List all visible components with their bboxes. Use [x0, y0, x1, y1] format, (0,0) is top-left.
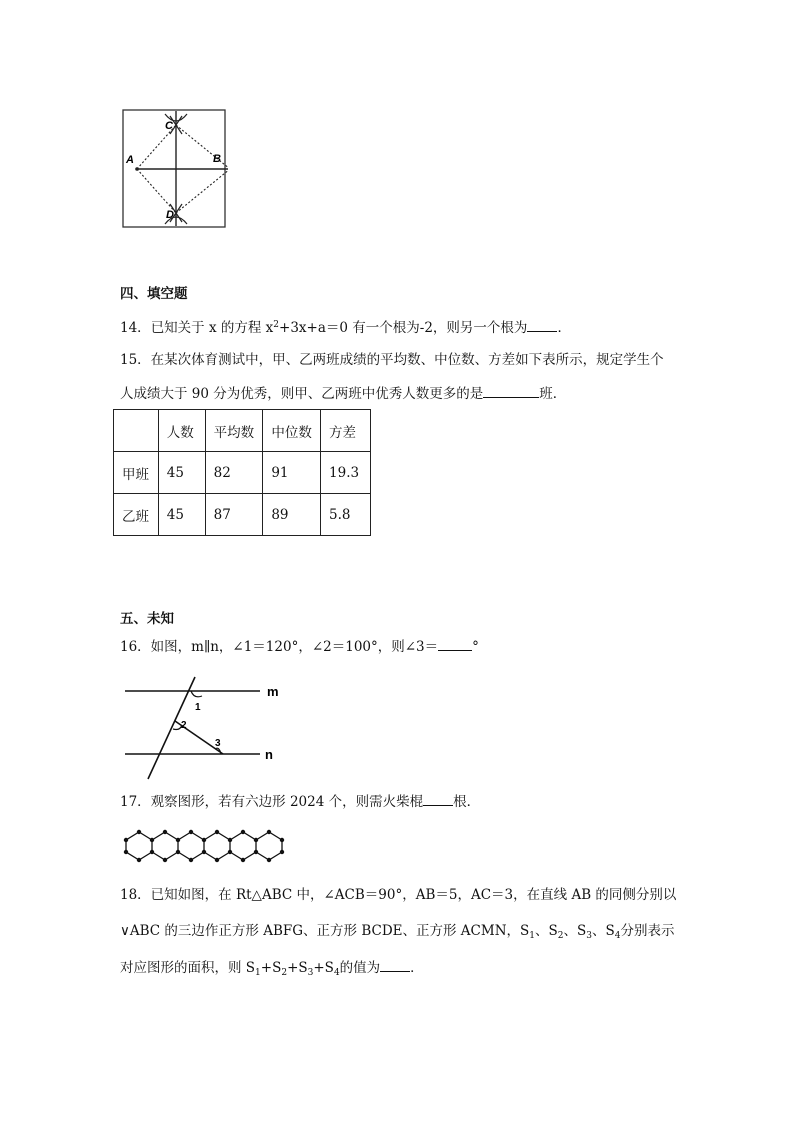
q14-number: 14． — [120, 320, 151, 336]
table-cell: 19.3 — [321, 452, 371, 494]
label-n: n — [265, 747, 273, 762]
section-5-heading: 五、未知 — [120, 611, 174, 627]
plus-s3: +S — [287, 960, 308, 976]
matchstick-joint — [189, 858, 193, 862]
matchstick-joint — [254, 838, 258, 842]
matchstick-joint — [241, 830, 245, 834]
s1-subscript: 1 — [529, 931, 535, 941]
q18-line-2-before: ∨ABC 的三边作正方形 ABFG、正方形 BCDE、正方形 ACMN，S — [120, 923, 530, 939]
question-17 — [120, 791, 480, 812]
label-d: D — [166, 209, 174, 221]
plus-s4: +S — [313, 960, 334, 976]
matchstick-joint — [176, 838, 180, 842]
label-a: A — [126, 154, 134, 166]
matchstick-joint — [280, 850, 284, 854]
q15-line-2-after: 班． — [539, 386, 567, 402]
scores-table — [113, 409, 371, 536]
q15-answer-blank[interactable] — [483, 383, 539, 398]
s2-subscript: 2 — [557, 931, 564, 941]
sum-s2-subscript: 2 — [281, 968, 288, 978]
q18-sep-3: 、S — [591, 923, 615, 939]
table-cell: 87 — [205, 494, 263, 536]
label-m: m — [267, 684, 279, 699]
label-b: B — [213, 153, 221, 165]
matchstick-joint — [241, 858, 245, 862]
hexagon-chain-lines — [126, 832, 282, 860]
table-cell: 乙班 — [114, 494, 159, 536]
section-4-heading: 四、填空题 — [120, 286, 188, 302]
q18-line-3 — [120, 957, 424, 983]
q16-text-before: 16．如图，m∥n，∠1＝120°，∠2＝100°，则∠3＝ — [120, 639, 439, 655]
hexagon-chain-figure — [120, 826, 290, 866]
matchstick-joint — [228, 838, 232, 842]
table-cell: 45 — [158, 494, 205, 536]
matchstick-joint — [137, 830, 141, 834]
table-cell: 甲班 — [114, 452, 159, 494]
table-header-cell: 平均数 — [205, 410, 263, 452]
question-16 — [120, 636, 479, 657]
matchstick-joint — [267, 858, 271, 862]
plus-s2: +S — [260, 960, 282, 976]
matchstick-joint — [189, 830, 193, 834]
table-header-cell — [114, 410, 159, 452]
q14-answer-blank[interactable] — [527, 317, 557, 332]
parallel-lines-figure — [120, 675, 290, 783]
q18-sep-1: 、S — [535, 923, 558, 939]
matchstick-joint — [215, 858, 219, 862]
sum-s1-subscript: 1 — [255, 968, 261, 978]
q18-line-2 — [120, 921, 674, 946]
q18-line-3-before: 对应图形的面积，则 S — [120, 960, 256, 976]
q15-line-2-before: 人成绩大于 90 分为优秀，则甲、乙两班中优秀人数更多的是 — [120, 386, 484, 402]
q15-line-2 — [120, 383, 566, 404]
matchstick-joint — [150, 838, 154, 842]
q18-answer-blank[interactable] — [380, 957, 410, 972]
matchstick-joint — [124, 838, 128, 842]
s3-subscript: 3 — [586, 931, 592, 941]
table-row — [114, 452, 371, 494]
matchstick-joint — [215, 830, 219, 834]
table-header-row — [114, 410, 371, 452]
table-row — [114, 494, 371, 536]
angle-label-3: 3 — [215, 738, 221, 749]
s4-subscript: 4 — [614, 931, 621, 941]
q17-answer-blank[interactable] — [423, 791, 453, 806]
matchstick-joint — [150, 850, 154, 854]
q15-line-1: 15．在某次体育测试中，甲、乙两班成绩的平均数、中位数、方差如下表所示，规定学生个 — [120, 352, 664, 368]
sum-s3-subscript: 3 — [307, 968, 314, 978]
q18-sep-2: 、S — [563, 923, 587, 939]
question-14 — [120, 315, 571, 338]
matchstick-joint — [228, 850, 232, 854]
sum-s4-subscript: 4 — [333, 968, 340, 978]
table-cell: 5.8 — [321, 494, 371, 536]
matchstick-joint — [137, 858, 141, 862]
angle-label-2: 2 — [181, 720, 187, 731]
q14-text-before: 已知关于 x 的方程 x — [150, 320, 274, 336]
table-header-cell: 中位数 — [263, 410, 321, 452]
table-cell: 91 — [263, 452, 321, 494]
table-header-cell: 人数 — [158, 410, 205, 452]
q18-end: ． — [410, 960, 424, 976]
q17-text-before: 17．观察图形，若有六边形 2024 个，则需火柴棍 — [120, 794, 424, 810]
table-cell: 45 — [158, 452, 205, 494]
table-header-cell: 方差 — [321, 410, 371, 452]
matchstick-joint — [124, 850, 128, 854]
q14-exponent: 2 — [273, 320, 280, 330]
q16-answer-blank[interactable] — [438, 636, 472, 651]
q14-end: ． — [557, 320, 571, 336]
matchstick-joint — [254, 850, 258, 854]
label-c: C — [165, 120, 173, 132]
q17-text-after: 根． — [453, 794, 481, 810]
q18-line-1: 18．已知如图，在 Rt△ABC 中，∠ACB＝90°，AB＝5，AC＝3，在直线 AB 的同侧分别以 — [120, 887, 677, 903]
q16-text-after: ° — [472, 639, 479, 655]
matchstick-joint — [163, 858, 167, 862]
matchstick-joint — [176, 850, 180, 854]
matchstick-joint — [163, 830, 167, 834]
angle-label-1: 1 — [195, 702, 201, 713]
matchstick-joint — [280, 838, 284, 842]
q18-line-3-after: 的值为 — [339, 960, 381, 976]
table-cell: 82 — [205, 452, 263, 494]
q18-line-2-after: 分别表示 — [620, 923, 675, 939]
q14-text-after: +3x+a＝0 有一个根为-2，则另一个根为 — [279, 320, 528, 336]
matchstick-joint — [202, 838, 206, 842]
table-cell: 89 — [263, 494, 321, 536]
matchstick-joint — [267, 830, 271, 834]
matchstick-joint — [202, 850, 206, 854]
rhombus-construction-figure — [120, 108, 228, 230]
